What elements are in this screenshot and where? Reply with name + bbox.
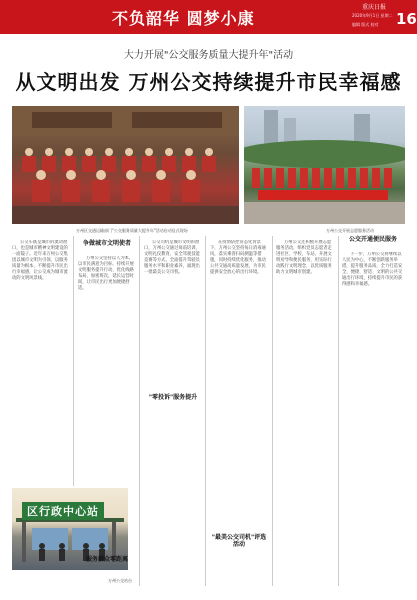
article-column-1 <box>12 240 70 484</box>
ceremony-photo-caption: 万州区交通运输部门"公交服务质量大提升年"活动启动仪式现场 <box>76 228 188 233</box>
column-5-text: 万州公交还积极开展志愿服务活动，组织党员志愿者走进社区、学校、车站，开展文明劝导和便民服务，用实际行动践行文明理念，以优质服务助力文明城市创建。 <box>276 240 332 275</box>
column-4-text: 在疫情防控常态化背景下，万州公交坚持每日消毒通风，落实乘客扫码测温等措施，同时持续优化服务，推动公共交通高质量发展，为市民提供安全放心的出行环境。 <box>210 240 266 275</box>
column-divider <box>139 236 140 586</box>
subhead-4: 公交开通便民服务 <box>348 236 397 243</box>
column-divider <box>272 236 273 586</box>
volunteer-photo-art <box>244 106 405 224</box>
paper-editors: 编辑 版式 校对 <box>352 22 379 27</box>
banner-slogan: 不负韶华 圆梦小康 <box>112 9 255 28</box>
article-headline: 从文明出发 万州公交持续提升市民幸福感 <box>15 70 402 94</box>
ceremony-photo <box>12 106 239 224</box>
column-divider <box>73 236 74 486</box>
station-photo-caption: 万州公交站台 <box>108 578 132 583</box>
column-6-text: 下一步，万州公交将继续以人民为中心，不断创新服务举措，提升服务品质，全力打造安全、便捷、舒适、文明的公共交通出行环境，持续提升市民的获得感和幸福感。 <box>342 252 403 287</box>
volunteer-photo <box>244 106 405 224</box>
page-number: 16 <box>396 10 417 28</box>
article-column-2 <box>78 256 136 506</box>
subhead-5: 服务群众零距离 <box>85 556 128 563</box>
station-sign: 区行政中心站 <box>22 502 104 520</box>
paper-name: 重庆日报 <box>362 4 387 11</box>
column-1-text: 公交车既是城市的流动窗口，也是城市精神文明建设的一面镜子。近年来万州公交集团以城市文明为引领，以服务质量为根本，不断提升市民出行幸福感，让公交成为城市流动的文明风景线。 <box>12 240 68 281</box>
subhead-1: 争做城市文明使者 <box>82 240 131 247</box>
column-divider <box>205 236 206 586</box>
article-column-6 <box>342 252 404 582</box>
column-2-text: 万州公交坚持以人为本，以市民满意为目标，持续开展文明服务提升行动，优化线路布局，加密班次，延长运营时间，让市民出行更加便捷舒适。 <box>78 256 134 291</box>
article-column-4 <box>210 240 268 530</box>
column-3-text: 公交司机是城市文明的窗口，万州公交通过岗前培训、文明礼仪教育、安全驾驶技能竞赛等方式，全面提升驾驶员服务水平和职业素养，涌现出一批最美公交司机。 <box>144 240 200 275</box>
volunteer-photo-caption: 万州公交开展志愿服务活动 <box>326 228 374 233</box>
ceremony-photo-art <box>12 106 239 224</box>
paper-date: 2020年9月1日 星期二 <box>352 13 393 18</box>
subhead-3: "最美公交司机"评选活动 <box>211 534 267 548</box>
article-kicker: 大力开展"公交服务质量大提升年"活动 <box>123 50 294 61</box>
subhead-2: "零投诉"服务提升 <box>148 394 198 401</box>
article-column-5 <box>276 240 334 580</box>
article-column-3 <box>144 240 202 390</box>
column-divider <box>338 236 339 586</box>
